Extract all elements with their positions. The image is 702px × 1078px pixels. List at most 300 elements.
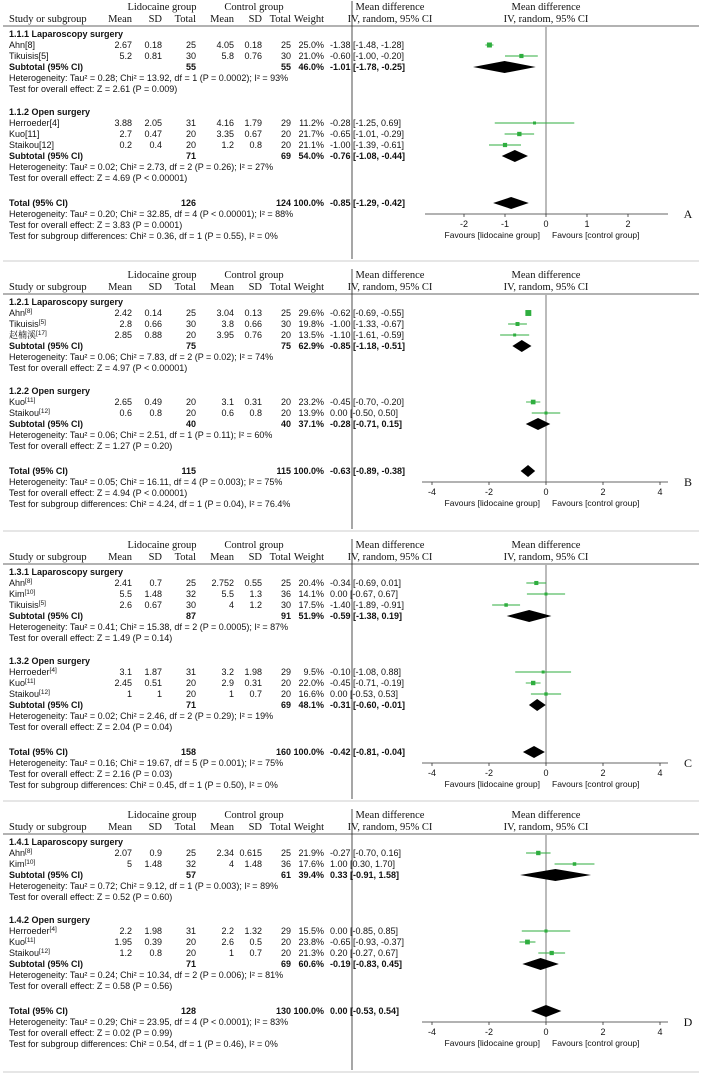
subtotal-ci-text: -0.59 [-1.38, 0.19] — [330, 611, 403, 621]
header-mean-difference: Mean difference — [355, 810, 425, 821]
pooled-diamond — [521, 465, 536, 477]
study-ci-text: -0.60 [-1.00, -0.20] — [330, 51, 405, 61]
x-tick-label: -4 — [427, 768, 437, 778]
subgroup-differences-text: Test for subgroup differences: Chi² = 0.36, df = 1 (P = 0.55), I² = 0% — [9, 231, 278, 241]
study-ci-text: -0.34 [-0.69, 0.01] — [330, 578, 402, 588]
total-overall-effect-text: Test for overall effect: Z = 4.94 (P < 0.00001) — [9, 488, 188, 498]
study-sd-control: 1.3 — [249, 589, 262, 599]
header-plot-iv-random: IV, random, 95% CI — [503, 282, 589, 293]
subtotal-label: Subtotal (95% CI) — [9, 62, 84, 72]
study-sd-lidocaine: 0.39 — [144, 937, 162, 947]
study-mean-lidocaine: 0.2 — [119, 140, 132, 150]
header-sd: SD — [148, 822, 162, 833]
study-mean-control: 5.5 — [221, 589, 234, 599]
pooled-diamond — [493, 197, 529, 209]
x-tick-label: 0 — [543, 487, 549, 497]
panel-label: C — [683, 756, 693, 770]
header-control: Control group — [224, 2, 284, 13]
study-name: Staikou[12] — [9, 140, 55, 150]
study-mean-control: 4 — [228, 600, 234, 610]
study-total-lidocaine: 20 — [185, 689, 196, 699]
study-weight: 13.5% — [298, 330, 324, 340]
study-total-control: 20 — [280, 397, 291, 407]
study-sd-lidocaine: 0.14 — [144, 308, 162, 318]
study-mean-control: 4.16 — [216, 118, 234, 128]
overall-effect-text: Test for overall effect: Z = 1.27 (P = 0.20) — [9, 441, 173, 451]
study-total-control: 20 — [280, 408, 291, 418]
subgroup-title: 1.1.1 Laparoscopy surgery — [9, 29, 124, 39]
study-ci-text: -1.40 [-1.89, -0.91] — [330, 600, 405, 610]
study-mean-control: 2.9 — [221, 678, 234, 688]
favours-left-label: Favours [lidocaine group] — [444, 1038, 540, 1048]
study-name: Herroeder[4] — [9, 667, 57, 677]
header-sd: SD — [248, 14, 262, 25]
header-lidocaine: Lidocaine group — [127, 2, 197, 13]
study-name: Staikou[12] — [9, 408, 50, 418]
study-mean-lidocaine: 2.45 — [114, 678, 132, 688]
total-control: 160 — [275, 747, 291, 757]
study-ci-text: -1.00 [-1.33, -0.67] — [330, 319, 405, 329]
subtotal-weight: 39.4% — [298, 870, 324, 880]
x-tick-label: 0 — [543, 1027, 549, 1037]
study-total-lidocaine: 31 — [185, 118, 196, 128]
study-sd-lidocaine: 0.8 — [149, 408, 162, 418]
study-mean-lidocaine: 1.2 — [119, 948, 132, 958]
subtotal-ci-text: -0.76 [-1.08, -0.44] — [330, 151, 406, 161]
header-total: Total — [269, 822, 291, 833]
heterogeneity-text: Heterogeneity: Tau² = 0.24; Chi² = 10.34, df = 2 (P = 0.006); I² = 81% — [9, 970, 284, 980]
study-total-control: 25 — [280, 848, 291, 858]
study-sd-lidocaine: 1.98 — [144, 926, 162, 936]
subtotal-total-control: 91 — [280, 611, 291, 621]
study-total-lidocaine: 30 — [185, 600, 196, 610]
study-ci-text: 0.20 [-0.27, 0.67] — [330, 948, 399, 958]
header-total: Total — [269, 282, 291, 293]
pooled-diamond — [520, 869, 591, 881]
study-total-lidocaine: 25 — [185, 40, 196, 50]
study-marker — [573, 862, 577, 866]
study-mean-control: 5.8 — [221, 51, 234, 61]
subgroup-title: 1.4.2 Open surgery — [9, 915, 91, 925]
study-sd-lidocaine: 0.51 — [144, 678, 162, 688]
panel-label: D — [683, 1015, 693, 1029]
header-total: Total — [174, 14, 196, 25]
study-name: Tikuisis[5] — [9, 51, 49, 61]
study-sd-lidocaine: 0.81 — [144, 51, 162, 61]
study-total-lidocaine: 20 — [185, 408, 196, 418]
subtotal-ci-text: -1.01 [-1.78, -0.25] — [330, 62, 406, 72]
total-ci-text: -0.42 [-0.81, -0.04] — [330, 747, 406, 757]
study-weight: 14.1% — [298, 589, 324, 599]
header-plot-mean-difference: Mean difference — [511, 2, 581, 13]
subtotal-label: Subtotal (95% CI) — [9, 341, 84, 351]
study-mean-control: 4.05 — [216, 40, 234, 50]
header-weight: Weight — [293, 282, 324, 293]
study-ci-text: -1.10 [-1.61, -0.59] — [330, 330, 405, 340]
heterogeneity-text: Heterogeneity: Tau² = 0.41; Chi² = 15.38, df = 2 (P = 0.0005); I² = 87% — [9, 622, 289, 632]
x-tick-label: 4 — [657, 1027, 663, 1037]
x-tick-label: -4 — [427, 487, 437, 497]
study-mean-lidocaine: 1 — [126, 689, 132, 699]
study-total-lidocaine: 20 — [185, 948, 196, 958]
pooled-diamond — [526, 418, 551, 430]
study-marker — [531, 681, 535, 685]
subtotal-weight: 54.0% — [298, 151, 324, 161]
study-ci-text: -1.00 [-1.39, -0.61] — [330, 140, 405, 150]
header-control: Control group — [224, 810, 284, 821]
header-sd: SD — [148, 14, 162, 25]
study-sd-lidocaine: 1.48 — [144, 859, 162, 869]
study-weight: 13.9% — [298, 408, 324, 418]
x-tick-label: -2 — [484, 487, 494, 497]
study-name: Kim[10] — [9, 859, 36, 869]
total-weight: 100.0% — [293, 1006, 324, 1016]
total-lidocaine: 128 — [180, 1006, 196, 1016]
study-sd-lidocaine: 0.18 — [144, 40, 162, 50]
study-total-lidocaine: 31 — [185, 926, 196, 936]
heterogeneity-text: Heterogeneity: Tau² = 0.06; Chi² = 7.83, df = 2 (P = 0.02); I² = 74% — [9, 352, 274, 362]
pooled-diamond — [529, 699, 546, 711]
study-marker — [533, 122, 536, 125]
study-mean-control: 1 — [228, 948, 234, 958]
x-tick-label: 0 — [543, 219, 549, 229]
panel-label: B — [683, 475, 693, 489]
study-mean-lidocaine: 5.5 — [119, 589, 132, 599]
study-sd-control: 0.615 — [239, 848, 262, 858]
total-overall-effect-text: Test for overall effect: Z = 3.83 (P = 0.0001) — [9, 220, 183, 230]
study-name: Tikuisis[5] — [9, 319, 46, 329]
x-tick-label: 4 — [657, 768, 663, 778]
favours-right-label: Favours [control group] — [552, 498, 640, 508]
subtotal-total-control: 69 — [280, 700, 291, 710]
favours-right-label: Favours [control group] — [552, 779, 640, 789]
subgroup-title: 1.4.1 Laparoscopy surgery — [9, 837, 124, 847]
study-marker — [545, 412, 548, 415]
study-name: Kim[10] — [9, 589, 36, 599]
total-ci-text: 0.00 [-0.53, 0.54] — [330, 1006, 400, 1016]
study-sd-lidocaine: 1 — [156, 689, 162, 699]
heterogeneity-text: Heterogeneity: Tau² = 0.72; Chi² = 9.12, df = 1 (P = 0.003); I² = 89% — [9, 881, 279, 891]
x-tick-label: 1 — [584, 219, 590, 229]
study-total-control: 20 — [280, 140, 291, 150]
subtotal-total-lidocaine: 55 — [185, 62, 196, 72]
header-plot-iv-random: IV, random, 95% CI — [503, 552, 589, 563]
subtotal-weight: 48.1% — [298, 700, 324, 710]
subgroup-differences-text: Test for subgroup differences: Chi² = 0.45, df = 1 (P = 0.50), I² = 0% — [9, 780, 278, 790]
study-sd-control: 1.79 — [244, 118, 262, 128]
total-label: Total (95% CI) — [9, 198, 68, 208]
study-sd-control: 0.55 — [244, 578, 262, 588]
study-marker — [544, 692, 547, 695]
header-mean: Mean — [210, 552, 234, 563]
favours-left-label: Favours [lidocaine group] — [444, 230, 540, 240]
study-mean-lidocaine: 5 — [126, 859, 132, 869]
favours-right-label: Favours [control group] — [552, 1038, 640, 1048]
study-total-lidocaine: 30 — [185, 319, 196, 329]
study-sd-lidocaine: 0.67 — [144, 600, 162, 610]
panel-label: A — [683, 207, 693, 221]
study-mean-control: 1.2 — [221, 140, 234, 150]
study-sd-lidocaine: 0.66 — [144, 319, 162, 329]
header-total: Total — [174, 552, 196, 563]
study-sd-control: 0.13 — [244, 308, 262, 318]
header-control: Control group — [224, 270, 284, 281]
pooled-diamond — [473, 61, 536, 73]
study-mean-lidocaine: 2.7 — [119, 129, 132, 139]
study-ci-text: 0.00 [-0.85, 0.85] — [330, 926, 399, 936]
study-marker — [534, 581, 538, 585]
total-label: Total (95% CI) — [9, 466, 68, 476]
study-mean-lidocaine: 2.8 — [119, 319, 132, 329]
total-lidocaine: 158 — [180, 747, 196, 757]
study-name: Ahn[8] — [9, 848, 33, 858]
total-heterogeneity-text: Heterogeneity: Tau² = 0.16; Chi² = 19.67, df = 5 (P = 0.001); I² = 75% — [9, 758, 284, 768]
study-mean-control: 1 — [228, 689, 234, 699]
subtotal-ci-text: 0.33 [-0.91, 1.58] — [330, 870, 400, 880]
favours-right-label: Favours [control group] — [552, 230, 640, 240]
study-sd-control: 0.67 — [244, 129, 262, 139]
study-weight: 16.6% — [298, 689, 324, 699]
total-heterogeneity-text: Heterogeneity: Tau² = 0.05; Chi² = 16.11, df = 4 (P = 0.003); I² = 75% — [9, 477, 283, 487]
subtotal-ci-text: -0.31 [-0.60, -0.01] — [330, 700, 406, 710]
study-weight: 17.6% — [298, 859, 324, 869]
study-total-control: 30 — [280, 51, 291, 61]
subtotal-total-lidocaine: 87 — [185, 611, 196, 621]
study-name: Kuo[11] — [9, 397, 36, 407]
study-name: Ahn[8] — [9, 308, 33, 318]
study-weight: 21.0% — [298, 51, 324, 61]
header-weight: Weight — [293, 822, 324, 833]
study-mean-control: 2.2 — [221, 926, 234, 936]
header-sd: SD — [148, 282, 162, 293]
study-total-lidocaine: 32 — [185, 589, 196, 599]
study-marker — [525, 940, 530, 945]
study-ci-text: -0.45 [-0.70, -0.20] — [330, 397, 405, 407]
total-lidocaine: 115 — [181, 466, 196, 476]
subtotal-label: Subtotal (95% CI) — [9, 151, 84, 161]
study-ci-text: -0.65 [-0.93, -0.37] — [330, 937, 405, 947]
study-weight: 25.0% — [298, 40, 324, 50]
header-mean-difference: Mean difference — [355, 270, 425, 281]
study-ci-text: -0.45 [-0.71, -0.19] — [330, 678, 405, 688]
header-total: Total — [269, 552, 291, 563]
study-sd-control: 0.7 — [249, 948, 262, 958]
subtotal-total-control: 69 — [280, 959, 291, 969]
pooled-diamond — [523, 746, 545, 758]
subtotal-label: Subtotal (95% CI) — [9, 870, 84, 880]
heterogeneity-text: Heterogeneity: Tau² = 0.02; Chi² = 2.73, df = 2 (P = 0.26); I² = 27% — [9, 162, 274, 172]
study-weight: 19.8% — [298, 319, 324, 329]
subgroup-differences-text: Test for subgroup differences: Chi² = 4.24, df = 1 (P = 0.04), I² = 76.4% — [9, 499, 291, 509]
study-total-control: 25 — [280, 308, 291, 318]
header-iv-random: IV, random, 95% CI — [347, 552, 433, 563]
study-mean-control: 0.6 — [221, 408, 234, 418]
study-sd-control: 0.76 — [244, 330, 262, 340]
study-weight: 22.0% — [298, 678, 324, 688]
study-weight: 21.7% — [298, 129, 324, 139]
study-mean-control: 3.35 — [216, 129, 234, 139]
study-marker — [487, 43, 492, 48]
x-tick-label: -4 — [427, 1027, 437, 1037]
study-sd-lidocaine: 0.7 — [149, 578, 162, 588]
study-mean-lidocaine: 2.6 — [119, 600, 132, 610]
total-weight: 100.0% — [293, 466, 324, 476]
subtotal-label: Subtotal (95% CI) — [9, 419, 84, 429]
study-total-lidocaine: 25 — [185, 308, 196, 318]
study-marker — [525, 310, 531, 316]
header-study: Study or subgroup — [9, 552, 87, 563]
header-mean: Mean — [108, 822, 132, 833]
study-sd-control: 0.66 — [244, 319, 262, 329]
study-marker — [517, 132, 521, 136]
study-total-control: 20 — [280, 948, 291, 958]
study-ci-text: -0.10 [-1.08, 0.88] — [330, 667, 402, 677]
study-name: Herroeder[4] — [9, 926, 57, 936]
x-tick-label: -2 — [484, 1027, 494, 1037]
subtotal-label: Subtotal (95% CI) — [9, 611, 84, 621]
study-ci-text: -0.28 [-1.25, 0.69] — [330, 118, 402, 128]
study-name: Staikou[12] — [9, 689, 50, 699]
x-tick-label: 2 — [600, 487, 606, 497]
subgroup-title: 1.2.1 Laparoscopy surgery — [9, 297, 124, 307]
x-tick-label: 2 — [600, 768, 606, 778]
study-weight: 17.5% — [298, 600, 324, 610]
total-label: Total (95% CI) — [9, 747, 68, 757]
subtotal-weight: 46.0% — [298, 62, 324, 72]
subtotal-total-lidocaine: 71 — [185, 700, 196, 710]
study-name: Ahn[8] — [9, 578, 33, 588]
study-mean-control: 2.34 — [216, 848, 234, 858]
study-mean-lidocaine: 3.1 — [119, 667, 132, 677]
study-mean-lidocaine: 2.42 — [114, 308, 132, 318]
study-name: Tikuisis[5] — [9, 600, 46, 610]
study-total-control: 20 — [280, 330, 291, 340]
study-marker — [513, 334, 516, 337]
study-ci-text: 0.00 [-0.53, 0.53] — [330, 689, 399, 699]
x-tick-label: 0 — [543, 768, 549, 778]
favours-left-label: Favours [lidocaine group] — [444, 779, 540, 789]
header-study: Study or subgroup — [9, 14, 87, 25]
header-mean: Mean — [108, 282, 132, 293]
total-control: 130 — [275, 1006, 291, 1016]
header-mean: Mean — [210, 822, 234, 833]
subtotal-total-control: 69 — [280, 151, 291, 161]
subtotal-weight: 51.9% — [298, 611, 324, 621]
study-sd-control: 0.8 — [249, 140, 262, 150]
study-sd-lidocaine: 1.48 — [144, 589, 162, 599]
study-name: Herroeder[4] — [9, 118, 60, 128]
study-mean-lidocaine: 0.6 — [119, 408, 132, 418]
header-control: Control group — [224, 540, 284, 551]
study-name: Kuo[11] — [9, 937, 36, 947]
study-total-lidocaine: 25 — [185, 578, 196, 588]
study-mean-lidocaine: 2.2 — [119, 926, 132, 936]
subtotal-total-lidocaine: 57 — [185, 870, 196, 880]
overall-effect-text: Test for overall effect: Z = 2.61 (P = 0.009) — [9, 84, 178, 94]
overall-effect-text: Test for overall effect: Z = 0.52 (P = 0.60) — [9, 892, 173, 902]
study-marker — [550, 951, 554, 955]
study-weight: 29.6% — [298, 308, 324, 318]
header-mean: Mean — [108, 552, 132, 563]
study-total-lidocaine: 20 — [185, 397, 196, 407]
header-plot-iv-random: IV, random, 95% CI — [503, 822, 589, 833]
total-lidocaine: 126 — [180, 198, 196, 208]
study-weight: 20.4% — [298, 578, 324, 588]
study-sd-lidocaine: 0.47 — [144, 129, 162, 139]
overall-effect-text: Test for overall effect: Z = 4.97 (P < 0.00001) — [9, 363, 188, 373]
subgroup-title: 1.3.2 Open surgery — [9, 656, 91, 666]
header-mean: Mean — [108, 14, 132, 25]
study-mean-lidocaine: 2.65 — [114, 397, 132, 407]
header-lidocaine: Lidocaine group — [127, 810, 197, 821]
subtotal-total-control: 75 — [280, 341, 291, 351]
header-sd: SD — [248, 552, 262, 563]
total-heterogeneity-text: Heterogeneity: Tau² = 0.29; Chi² = 23.95, df = 4 (P < 0.0001); I² = 83% — [9, 1017, 289, 1027]
study-marker — [503, 143, 507, 147]
study-mean-control: 2.752 — [211, 578, 234, 588]
subtotal-weight: 62.9% — [298, 341, 324, 351]
study-total-control: 36 — [280, 859, 291, 869]
study-mean-control: 3.95 — [216, 330, 234, 340]
overall-effect-text: Test for overall effect: Z = 2.04 (P = 0.04) — [9, 722, 173, 732]
study-sd-control: 0.31 — [244, 397, 262, 407]
pooled-diamond — [507, 610, 552, 622]
x-tick-label: -1 — [500, 219, 510, 229]
study-name: 赵楠溪[17] — [9, 330, 47, 340]
study-marker — [544, 929, 547, 932]
study-sd-lidocaine: 0.8 — [149, 948, 162, 958]
study-total-lidocaine: 20 — [185, 140, 196, 150]
pooled-diamond — [531, 1005, 561, 1017]
pooled-diamond — [522, 958, 558, 970]
total-weight: 100.0% — [293, 747, 324, 757]
study-total-control: 30 — [280, 319, 291, 329]
header-total: Total — [174, 282, 196, 293]
study-total-control: 20 — [280, 937, 291, 947]
header-lidocaine: Lidocaine group — [127, 540, 197, 551]
study-total-lidocaine: 20 — [185, 129, 196, 139]
study-sd-lidocaine: 0.88 — [144, 330, 162, 340]
overall-effect-text: Test for overall effect: Z = 1.49 (P = 0.14) — [9, 633, 173, 643]
total-ci-text: -0.85 [-1.29, -0.42] — [330, 198, 406, 208]
study-weight: 15.5% — [298, 926, 324, 936]
study-sd-lidocaine: 0.4 — [149, 140, 162, 150]
study-total-control: 25 — [280, 578, 291, 588]
study-sd-control: 0.7 — [249, 689, 262, 699]
header-sd: SD — [148, 552, 162, 563]
study-marker — [536, 851, 540, 855]
subgroup-title: 1.2.2 Open surgery — [9, 386, 91, 396]
study-total-control: 29 — [280, 926, 291, 936]
study-mean-lidocaine: 1.95 — [114, 937, 132, 947]
study-total-control: 30 — [280, 600, 291, 610]
study-ci-text: 1.00 [0.30, 1.70] — [330, 859, 396, 869]
total-label: Total (95% CI) — [9, 1006, 68, 1016]
study-mean-lidocaine: 2.85 — [114, 330, 132, 340]
header-study: Study or subgroup — [9, 822, 87, 833]
study-name: Kuo[11] — [9, 129, 40, 139]
subtotal-total-lidocaine: 75 — [185, 341, 196, 351]
study-ci-text: 0.00 [-0.50, 0.50] — [330, 408, 399, 418]
header-weight: Weight — [293, 552, 324, 563]
study-marker — [542, 671, 545, 674]
heterogeneity-text: Heterogeneity: Tau² = 0.02; Chi² = 2.46, df = 2 (P = 0.29); I² = 19% — [9, 711, 274, 721]
overall-effect-text: Test for overall effect: Z = 4.69 (P < 0.00001) — [9, 173, 188, 183]
study-mean-control: 3.1 — [221, 397, 234, 407]
subtotal-weight: 60.6% — [298, 959, 324, 969]
study-weight: 9.5% — [303, 667, 324, 677]
study-total-control: 25 — [280, 40, 291, 50]
